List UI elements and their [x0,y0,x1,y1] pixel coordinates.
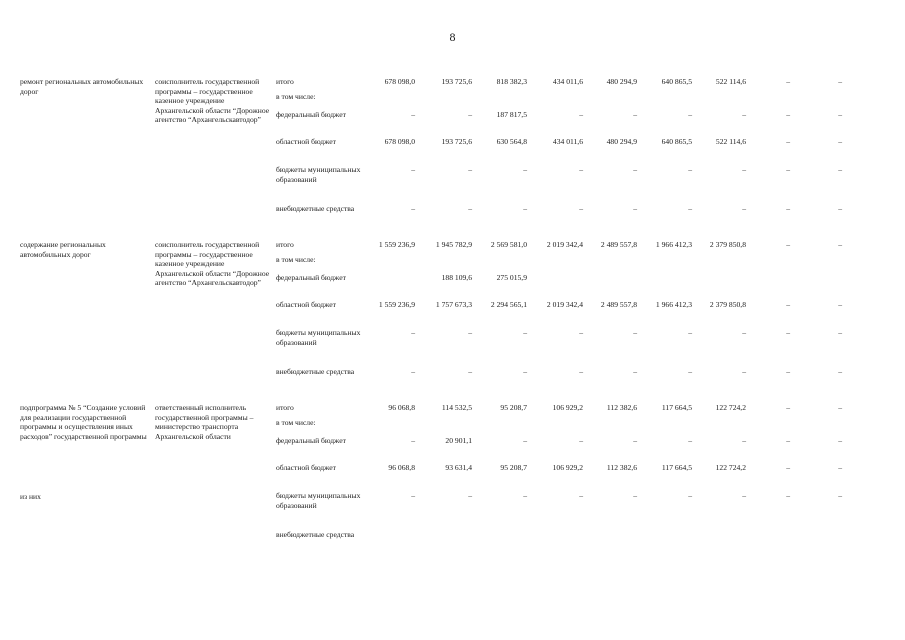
value-cell: – [411,367,415,376]
value-cell: – [579,491,583,500]
funding-source-label: бюджеты муниципальных образований [276,328,361,347]
value-cell: 1 559 236,9 [378,300,415,309]
note-label: из них [20,492,41,501]
value-cell: – [786,367,790,376]
executor-name: соисполнитель государственной программы – государственное казенное учреждение Архангельской области “Дорожное агентство “Архангельскавтодор” [155,240,270,288]
value-cell: – [523,367,527,376]
table-row [0,463,905,473]
value-cell: 1 559 236,9 [378,240,415,249]
program-name: содержание региональных автомобильных дорог [20,240,106,259]
value-cell: – [633,436,637,445]
funding-source-label: областной бюджет [276,463,336,472]
value-cell: 480 294,9 [606,137,637,146]
table-row [0,255,905,265]
value-cell: – [411,491,415,500]
value-cell: – [468,110,472,119]
value-cell: – [468,328,472,337]
value-cell: 2 019 342,4 [546,300,583,309]
funding-source-label: областной бюджет [276,300,336,309]
value-cell: – [786,328,790,337]
value-cell: – [688,165,692,174]
funding-source-label: итого [276,240,294,249]
value-cell: 434 011,6 [552,77,583,86]
value-cell: – [742,204,746,213]
program-name: подпрограмма № 5 “Создание условий для реализации государственной программы и осуществления иных расходов” государственной программы [20,403,147,441]
value-cell: – [633,204,637,213]
value-cell: – [411,204,415,213]
value-cell: – [633,328,637,337]
value-cell: – [786,463,790,472]
funding-source-label: бюджеты муниципальных образований [276,491,361,510]
value-cell: – [742,436,746,445]
funding-source-label: в том числе: [276,92,316,101]
table-row [0,300,905,310]
value-cell: – [579,367,583,376]
funding-source-label: внебюджетные средства [276,367,355,376]
table-row [0,436,905,446]
value-cell: – [633,491,637,500]
value-cell: 188 109,6 [441,273,472,282]
value-cell: – [523,204,527,213]
value-cell: 1 966 412,3 [655,240,692,249]
value-cell: – [786,491,790,500]
value-cell: 678 098,0 [384,137,415,146]
value-cell: – [838,491,842,500]
value-cell: – [523,328,527,337]
value-cell: – [742,491,746,500]
value-cell: – [742,367,746,376]
table-row [0,403,905,413]
funding-source-label: итого [276,77,294,86]
table-row [0,530,905,540]
funding-source-label: внебюджетные средства [276,530,355,539]
value-cell: – [786,110,790,119]
value-cell: – [688,367,692,376]
table-row [0,418,905,428]
value-cell: – [468,204,472,213]
value-cell: 678 098,0 [384,77,415,86]
value-cell: – [838,463,842,472]
program-name: ремонт региональных автомобильных дорог [20,77,144,96]
value-cell: – [523,491,527,500]
value-cell: 2 379 850,8 [709,300,746,309]
funding-source-label: федеральный бюджет [276,110,346,119]
table-row [0,204,905,214]
value-cell: 114 532,5 [441,403,472,412]
funding-source-label: областной бюджет [276,137,336,146]
value-cell: – [523,436,527,445]
table-row [0,491,905,510]
value-cell: – [838,110,842,119]
table-row [0,328,905,347]
table-row [0,110,905,120]
value-cell: – [411,436,415,445]
value-cell: – [838,165,842,174]
value-cell: – [838,77,842,86]
value-cell: 122 724,2 [715,403,746,412]
value-cell: – [742,165,746,174]
value-cell: – [688,491,692,500]
value-cell: 2 294 565,1 [490,300,527,309]
value-cell: – [633,110,637,119]
value-cell: 112 382,6 [606,403,637,412]
value-cell: 2 569 581,0 [490,240,527,249]
value-cell: 275 015,9 [496,273,527,282]
value-cell: – [838,300,842,309]
value-cell: 1 757 673,3 [435,300,472,309]
table-row [0,165,905,184]
value-cell: – [838,204,842,213]
value-cell: – [579,436,583,445]
funding-source-label: федеральный бюджет [276,273,346,282]
value-cell: 480 294,9 [606,77,637,86]
value-cell: – [838,328,842,337]
value-cell: 112 382,6 [606,463,637,472]
value-cell: – [468,367,472,376]
value-cell: – [633,165,637,174]
value-cell: – [742,328,746,337]
value-cell: 2 379 850,8 [709,240,746,249]
table-row [0,137,905,147]
value-cell: – [838,137,842,146]
value-cell: – [523,165,527,174]
value-cell: – [468,491,472,500]
value-cell: – [838,240,842,249]
funding-source-label: в том числе: [276,255,316,264]
value-cell: – [786,77,790,86]
value-cell: – [411,328,415,337]
value-cell: 522 114,6 [715,77,746,86]
funding-source-label: итого [276,403,294,412]
value-cell: 117 664,5 [661,403,692,412]
value-cell: – [468,165,472,174]
value-cell: – [838,367,842,376]
table-row [0,273,905,283]
value-cell: 95 208,7 [500,463,527,472]
value-cell: 2 489 557,8 [600,240,637,249]
value-cell: – [786,403,790,412]
value-cell: – [786,137,790,146]
executor-name: соисполнитель государственной программы – государственное казенное учреждение Архангельской области “Дорожное агентство “Архангельскавтодор” [155,77,270,125]
value-cell: – [688,436,692,445]
value-cell: 434 011,6 [552,137,583,146]
value-cell: – [579,110,583,119]
value-cell: 2 489 557,8 [600,300,637,309]
value-cell: 522 114,6 [715,137,746,146]
value-cell: – [838,403,842,412]
value-cell: – [579,328,583,337]
value-cell: – [411,110,415,119]
value-cell: – [688,110,692,119]
value-cell: – [579,165,583,174]
value-cell: 193 725,6 [441,77,472,86]
table-row [0,367,905,377]
funding-source-label: внебюджетные средства [276,204,355,213]
value-cell: – [786,300,790,309]
value-cell: – [411,165,415,174]
value-cell: – [579,204,583,213]
value-cell: 818 382,3 [496,77,527,86]
value-cell: 1 945 782,9 [435,240,472,249]
value-cell: – [633,367,637,376]
value-cell: – [838,436,842,445]
value-cell: – [742,110,746,119]
value-cell: – [786,436,790,445]
value-cell: 640 865,5 [661,137,692,146]
value-cell: 95 208,7 [500,403,527,412]
value-cell: – [786,240,790,249]
funding-source-label: в том числе: [276,418,316,427]
value-cell: 122 724,2 [715,463,746,472]
value-cell: – [786,204,790,213]
value-cell: 96 068,8 [388,463,415,472]
executor-name: ответственный исполнитель государственной программы – министерство транспорта Архангельской области [155,403,254,441]
value-cell: 193 725,6 [441,137,472,146]
table-row [0,240,905,250]
value-cell: 96 068,8 [388,403,415,412]
table-row [0,92,905,102]
value-cell: 117 664,5 [661,463,692,472]
value-cell: 20 901,1 [445,436,472,445]
value-cell: 187 817,5 [496,110,527,119]
funding-source-label: федеральный бюджет [276,436,346,445]
value-cell: 640 865,5 [661,77,692,86]
value-cell: 93 631,4 [445,463,472,472]
value-cell: – [688,204,692,213]
value-cell: 2 019 342,4 [546,240,583,249]
funding-source-label: бюджеты муниципальных образований [276,165,361,184]
page-number: 8 [449,30,456,44]
value-cell: 106 929,2 [552,463,583,472]
value-cell: 1 966 412,3 [655,300,692,309]
table-row [0,77,905,87]
value-cell: 630 564,8 [496,137,527,146]
value-cell: – [688,328,692,337]
value-cell: 106 929,2 [552,403,583,412]
value-cell: – [786,165,790,174]
